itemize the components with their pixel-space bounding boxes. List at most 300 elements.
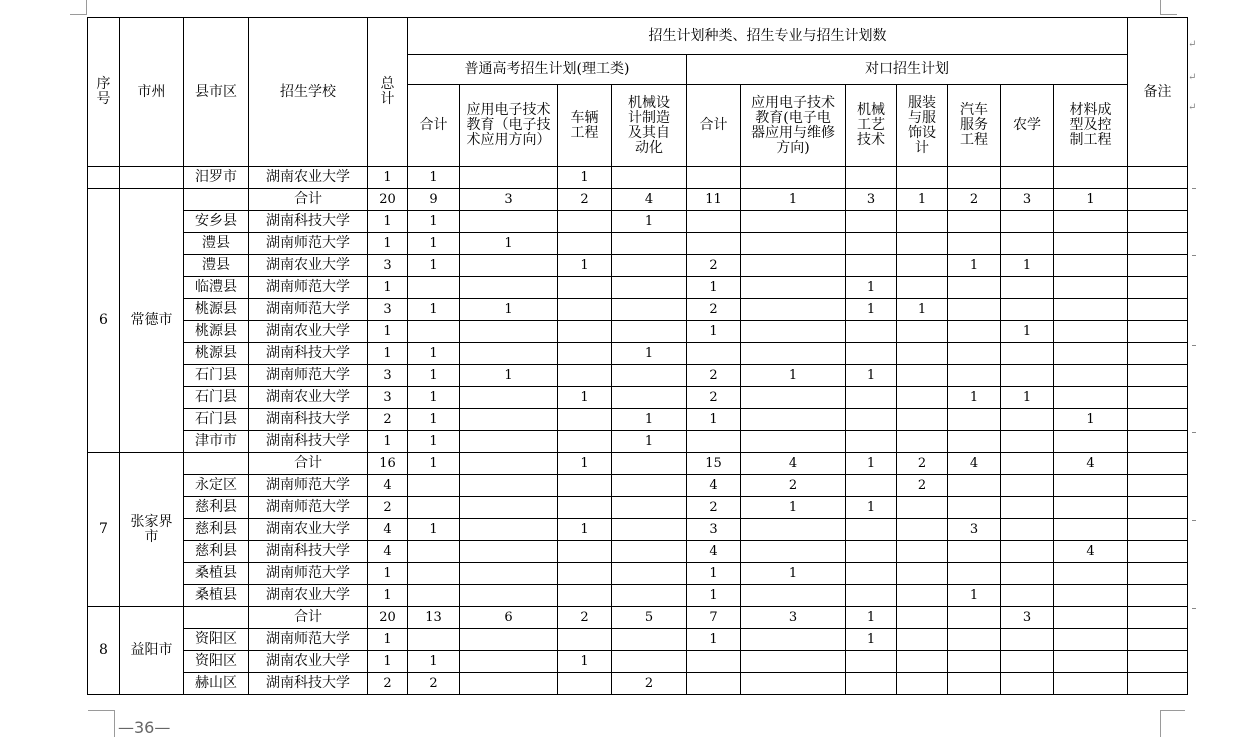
cell-value: [558, 211, 612, 233]
cell-value: 2: [408, 673, 460, 695]
cell-value: 1: [368, 211, 408, 233]
cell-county: 津市市: [184, 431, 249, 453]
cell-value: [408, 475, 460, 497]
cell-value: 1: [368, 431, 408, 453]
table-row: [88, 431, 1188, 453]
cell-remark: [1128, 233, 1188, 255]
cell-value: [408, 277, 460, 299]
cell-value: 3: [368, 299, 408, 321]
cell-value: [558, 299, 612, 321]
cell-value: 3: [368, 365, 408, 387]
cell-value: 1: [558, 519, 612, 541]
cell-value: [1001, 233, 1054, 255]
cell-value: [897, 365, 948, 387]
cell-value: [897, 387, 948, 409]
header-top-group: 招生计划种类、招生专业与招生计划数: [408, 18, 1128, 55]
cell-value: [460, 321, 558, 343]
cell-value: 1: [408, 211, 460, 233]
cell-value: [612, 321, 687, 343]
cell-value: [687, 673, 741, 695]
cell-value: [612, 497, 687, 519]
cell-value: [948, 233, 1001, 255]
table-row: [88, 343, 1188, 365]
cell-value: [1001, 211, 1054, 233]
cell-value: [948, 651, 1001, 673]
cell-value: 1: [612, 343, 687, 365]
cell-county: 安乡县: [184, 211, 249, 233]
cell-value: [1001, 629, 1054, 651]
cell-remark: [1128, 277, 1188, 299]
cell-value: [408, 321, 460, 343]
cell-value: 2: [687, 497, 741, 519]
cell-value: [741, 431, 846, 453]
cell-value: 3: [948, 519, 1001, 541]
cell-value: [408, 541, 460, 563]
cell-value: [846, 409, 897, 431]
cell-value: 6: [460, 607, 558, 629]
cell-value: [948, 211, 1001, 233]
cell-value: [558, 563, 612, 585]
cell-value: 1: [612, 431, 687, 453]
cell-remark: [1128, 343, 1188, 365]
cell-county: 汨罗市: [184, 167, 249, 189]
cell-value: [897, 211, 948, 233]
cell-value: [897, 629, 948, 651]
cell-school: 湖南科技大学: [249, 431, 368, 453]
header-subcolumn: [687, 85, 741, 167]
cell-value: [612, 299, 687, 321]
subtotal-row: [88, 453, 1188, 475]
cell-value: [460, 343, 558, 365]
cell-value: [558, 343, 612, 365]
cell-value: [948, 431, 1001, 453]
cell-value: 1: [408, 299, 460, 321]
cell-value: [948, 409, 1001, 431]
cell-county: 石门县: [184, 365, 249, 387]
cell-value: 1: [741, 189, 846, 211]
cell-value: [897, 673, 948, 695]
cell-value: [846, 321, 897, 343]
cell-seq: 7: [88, 453, 120, 607]
cell-value: [687, 233, 741, 255]
cell-value: [1054, 475, 1128, 497]
cell-value: [846, 343, 897, 365]
cell-school: 湖南师范大学: [249, 497, 368, 519]
header-school: 招生学校: [249, 18, 368, 167]
cell-value: 16: [368, 453, 408, 475]
table-row: [88, 563, 1188, 585]
cell-value: [558, 629, 612, 651]
cell-value: [612, 651, 687, 673]
cell-value: [612, 453, 687, 475]
cell-county: 慈利县: [184, 519, 249, 541]
header-seq: 序号: [88, 18, 120, 167]
cell-value: 1: [558, 255, 612, 277]
cell-school: 湖南科技大学: [249, 409, 368, 431]
cell-value: [1001, 343, 1054, 365]
cell-county: [184, 453, 249, 475]
cell-value: 3: [846, 189, 897, 211]
cell-value: [741, 343, 846, 365]
cell-value: [1054, 211, 1128, 233]
cell-value: [741, 277, 846, 299]
cell-value: [948, 475, 1001, 497]
cell-value: [948, 629, 1001, 651]
margin-tick: [1192, 432, 1196, 433]
cell-value: [1001, 673, 1054, 695]
header-subcolumn-label: 合计: [699, 117, 728, 133]
cell-value: [1054, 365, 1128, 387]
cell-value: 1: [687, 277, 741, 299]
margin-tick: [1192, 520, 1196, 521]
cell-value: 2: [558, 189, 612, 211]
header-total: 总计: [368, 18, 408, 167]
header-remark: 备注: [1128, 18, 1188, 167]
cell-value: [612, 541, 687, 563]
cell-value: 1: [460, 299, 558, 321]
cell-value: [846, 233, 897, 255]
cell-value: [948, 673, 1001, 695]
cell-value: 13: [408, 607, 460, 629]
cell-value: 1: [1001, 321, 1054, 343]
cell-value: [897, 277, 948, 299]
table-row: [88, 519, 1188, 541]
cell-value: [948, 167, 1001, 189]
cell-value: [1001, 585, 1054, 607]
cell-value: [1054, 651, 1128, 673]
cell-value: 1: [408, 167, 460, 189]
cell-value: 1: [460, 365, 558, 387]
cell-value: [1001, 299, 1054, 321]
cell-value: [897, 255, 948, 277]
cell-value: 20: [368, 189, 408, 211]
cell-value: 1: [846, 299, 897, 321]
table-row: [88, 409, 1188, 431]
header-subcolumn-label: 车辆工程: [570, 109, 599, 141]
cell-value: [558, 475, 612, 497]
cell-school: 湖南农业大学: [249, 651, 368, 673]
cell-county: 资阳区: [184, 651, 249, 673]
cell-county: [184, 189, 249, 211]
cell-value: [1054, 607, 1128, 629]
cell-value: 5: [612, 607, 687, 629]
cell-value: 3: [368, 387, 408, 409]
cell-school: 湖南师范大学: [249, 277, 368, 299]
table-row: [88, 673, 1188, 695]
cell-value: 2: [368, 673, 408, 695]
cell-school: 湖南师范大学: [249, 629, 368, 651]
cell-value: [612, 519, 687, 541]
cell-subtotal-label: 合计: [249, 189, 368, 211]
cell-value: 1: [948, 387, 1001, 409]
cell-value: 9: [408, 189, 460, 211]
cell-value: 2: [368, 497, 408, 519]
cell-value: 1: [408, 343, 460, 365]
cell-value: 1: [846, 365, 897, 387]
cell-value: [460, 585, 558, 607]
cell-value: [1001, 365, 1054, 387]
cell-city-label: 益阳市: [130, 642, 173, 658]
cell-value: [558, 321, 612, 343]
cell-value: [897, 541, 948, 563]
cell-value: 1: [408, 519, 460, 541]
cell-remark: [1128, 211, 1188, 233]
cell-remark: [1128, 497, 1188, 519]
cell-remark: [1128, 651, 1188, 673]
table-row: [88, 541, 1188, 563]
cell-city: [120, 453, 184, 607]
margin-tick: [1192, 345, 1196, 346]
cell-value: [612, 233, 687, 255]
cell-value: [558, 277, 612, 299]
table-row: [88, 255, 1188, 277]
cell-value: 3: [1001, 607, 1054, 629]
cell-value: [460, 541, 558, 563]
cell-value: [1001, 167, 1054, 189]
cell-value: [558, 365, 612, 387]
header-subcolumn: [558, 85, 612, 167]
cell-value: [558, 497, 612, 519]
cell-value: [558, 541, 612, 563]
cell-value: 1: [460, 233, 558, 255]
cell-value: 4: [741, 453, 846, 475]
cell-remark: [1128, 255, 1188, 277]
cell-value: 2: [558, 607, 612, 629]
cell-value: 2: [741, 475, 846, 497]
cell-city: [120, 607, 184, 695]
cell-value: 4: [368, 475, 408, 497]
cell-value: 1: [687, 409, 741, 431]
enrollment-plan-table: [87, 17, 1188, 695]
cell-value: 1: [612, 409, 687, 431]
header-county: 县市区: [184, 18, 249, 167]
cell-value: [948, 497, 1001, 519]
cell-value: [741, 255, 846, 277]
cell-county: 临澧县: [184, 277, 249, 299]
cell-value: 2: [897, 453, 948, 475]
cell-value: [1001, 453, 1054, 475]
cell-value: 7: [687, 607, 741, 629]
cell-remark: [1128, 321, 1188, 343]
cell-value: 1: [368, 629, 408, 651]
cell-county: 桑植县: [184, 585, 249, 607]
paragraph-mark: ↵: [1188, 72, 1197, 83]
cell-value: 1: [408, 431, 460, 453]
cell-value: [1054, 431, 1128, 453]
cell-value: 1: [408, 651, 460, 673]
cell-value: [948, 607, 1001, 629]
cell-value: [846, 673, 897, 695]
cell-value: [460, 211, 558, 233]
cell-school: 湖南农业大学: [249, 585, 368, 607]
cell-value: [846, 431, 897, 453]
cell-value: [948, 299, 1001, 321]
cell-value: 1: [408, 409, 460, 431]
cell-value: [460, 431, 558, 453]
cell-remark: [1128, 189, 1188, 211]
cell-value: [846, 519, 897, 541]
cell-county: 永定区: [184, 475, 249, 497]
cell-value: [741, 167, 846, 189]
table-row: [88, 387, 1188, 409]
paragraph-mark: ↵: [1188, 39, 1197, 50]
table-row: [88, 167, 1188, 189]
cell-value: [460, 519, 558, 541]
cell-school: 湖南科技大学: [249, 211, 368, 233]
cell-value: 3: [687, 519, 741, 541]
cell-value: 4: [368, 541, 408, 563]
cell-value: 2: [687, 299, 741, 321]
cell-value: [1001, 497, 1054, 519]
cell-value: [1054, 321, 1128, 343]
cell-value: [1001, 277, 1054, 299]
cell-value: 2: [368, 409, 408, 431]
cell-county: 澧县: [184, 255, 249, 277]
crop-mark-bottom-left: [88, 710, 115, 737]
cell-county: 石门县: [184, 387, 249, 409]
header-city: 市州: [120, 18, 184, 167]
table-row: [88, 233, 1188, 255]
cell-value: [741, 233, 846, 255]
cell-value: [612, 277, 687, 299]
cell-value: 2: [612, 673, 687, 695]
header-subcolumn-label: 应用电子技术教育(电子电器应用与维修方向): [751, 94, 835, 156]
cell-value: 3: [460, 189, 558, 211]
cell-value: [687, 167, 741, 189]
cell-value: 1: [558, 453, 612, 475]
cell-county: 澧县: [184, 233, 249, 255]
cell-value: [558, 233, 612, 255]
cell-value: [460, 563, 558, 585]
cell-value: [460, 387, 558, 409]
cell-county: 慈利县: [184, 541, 249, 563]
cell-value: 1: [368, 277, 408, 299]
cell-value: [741, 629, 846, 651]
cell-seq: 6: [88, 189, 120, 453]
cell-value: 3: [1001, 189, 1054, 211]
cell-value: [612, 365, 687, 387]
cell-value: [460, 629, 558, 651]
cell-value: [948, 277, 1001, 299]
header-subcolumn-label: 服装与服饰设计: [908, 94, 936, 156]
cell-school: 湖南师范大学: [249, 365, 368, 387]
cell-value: 1: [687, 585, 741, 607]
cell-value: 4: [687, 541, 741, 563]
cell-value: [897, 497, 948, 519]
header-subcolumn-label: 农学: [1013, 117, 1041, 133]
cell-value: 1: [741, 365, 846, 387]
cell-value: 1: [846, 629, 897, 651]
cell-value: [460, 497, 558, 519]
cell-value: 3: [368, 255, 408, 277]
cell-value: [741, 673, 846, 695]
cell-value: [1054, 629, 1128, 651]
cell-value: [741, 585, 846, 607]
cell-school: 湖南农业大学: [249, 255, 368, 277]
cell-value: 1: [612, 211, 687, 233]
crop-mark-bottom-right: [1160, 710, 1185, 737]
cell-school: 湖南师范大学: [249, 233, 368, 255]
cell-value: [897, 519, 948, 541]
cell-value: 1: [1054, 409, 1128, 431]
cell-school: 湖南科技大学: [249, 673, 368, 695]
header-subcolumn: [846, 85, 897, 167]
cell-value: [1054, 167, 1128, 189]
cell-value: 1: [368, 167, 408, 189]
cell-value: 1: [1001, 387, 1054, 409]
cell-value: [741, 519, 846, 541]
subtotal-row: [88, 189, 1188, 211]
cell-value: 1: [368, 321, 408, 343]
cell-value: [948, 365, 1001, 387]
cell-value: [897, 607, 948, 629]
cell-value: [612, 475, 687, 497]
cell-value: [1001, 651, 1054, 673]
cell-value: [948, 541, 1001, 563]
cell-value: 2: [687, 387, 741, 409]
cell-value: [408, 563, 460, 585]
cell-value: [1001, 563, 1054, 585]
cell-value: [460, 475, 558, 497]
header-subcolumn: [612, 85, 687, 167]
table-row: [88, 277, 1188, 299]
cell-value: 1: [408, 387, 460, 409]
header-subcolumn-label: 汽车服务工程: [960, 102, 988, 148]
cell-value: 1: [948, 585, 1001, 607]
cell-value: [1054, 497, 1128, 519]
cell-value: 4: [948, 453, 1001, 475]
cell-value: [846, 651, 897, 673]
header-subcolumn-label: 合计: [419, 117, 448, 133]
cell-value: [1001, 475, 1054, 497]
cell-value: 4: [612, 189, 687, 211]
cell-value: [460, 651, 558, 673]
cell-value: [897, 409, 948, 431]
header-subcolumn: [1001, 85, 1054, 167]
cell-seq: [88, 167, 120, 189]
cell-value: 1: [558, 651, 612, 673]
cell-value: [846, 541, 897, 563]
cell-value: [460, 409, 558, 431]
crop-mark-top-right: [1160, 0, 1177, 15]
margin-tick: [1192, 188, 1196, 189]
cell-value: 1: [1001, 255, 1054, 277]
cell-value: [687, 651, 741, 673]
cell-remark: [1128, 365, 1188, 387]
cell-value: 1: [741, 563, 846, 585]
cell-value: [741, 211, 846, 233]
cell-value: [558, 431, 612, 453]
cell-county: 桃源县: [184, 321, 249, 343]
cell-value: [1054, 673, 1128, 695]
cell-county: 桃源县: [184, 299, 249, 321]
cell-value: [408, 585, 460, 607]
cell-value: [1001, 409, 1054, 431]
cell-remark: [1128, 431, 1188, 453]
cell-remark: [1128, 607, 1188, 629]
cell-value: 1: [897, 189, 948, 211]
cell-value: 2: [948, 189, 1001, 211]
cell-remark: [1128, 541, 1188, 563]
cell-value: [1054, 387, 1128, 409]
cell-value: [846, 387, 897, 409]
cell-value: [612, 585, 687, 607]
cell-value: [846, 211, 897, 233]
cell-value: 1: [846, 497, 897, 519]
cell-value: [1054, 255, 1128, 277]
cell-value: [846, 475, 897, 497]
cell-value: 1: [408, 255, 460, 277]
